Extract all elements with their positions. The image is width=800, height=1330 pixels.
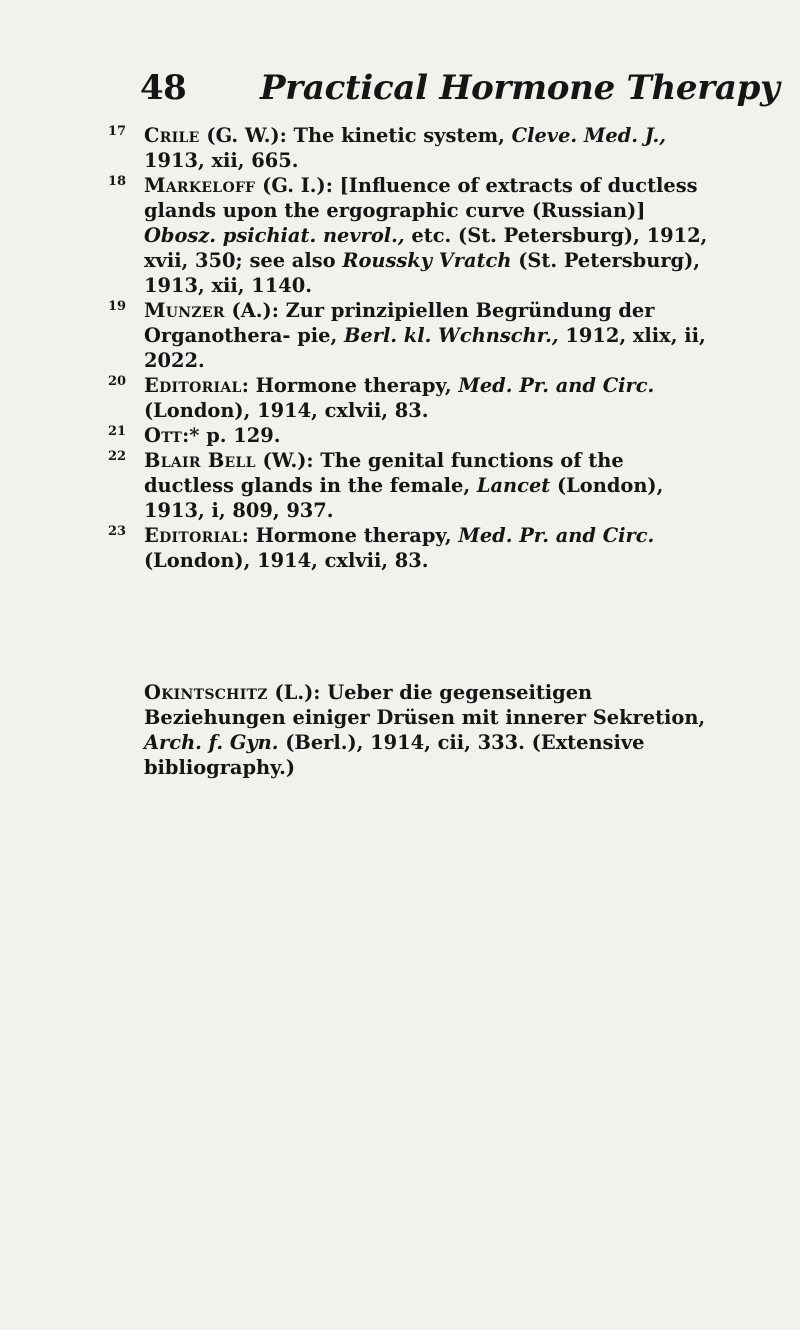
reference-item (108, 523, 708, 573)
page-number: 48 (140, 68, 187, 108)
reference-item (108, 298, 708, 373)
reference-item (108, 123, 708, 173)
reference-journal-secondary: Roussky Vratch (342, 249, 512, 272)
reference-author: Editorial (144, 524, 242, 547)
reference-author: Ott (144, 424, 183, 447)
reference-author: Markeloff (144, 174, 256, 197)
reference-item (108, 373, 708, 423)
reference-details: (London), 1914, cxlvii, 83. (144, 549, 429, 572)
reference-text: : Hormone therapy, (241, 524, 459, 547)
reference-details: etc. (St. Petersburg), 1912, xvii, 350; see also (144, 224, 708, 272)
reference-list (108, 123, 708, 573)
reference-author: Munzer (144, 299, 225, 322)
reference-journal: Lancet (476, 474, 551, 497)
reference-journal: Med. Pr. and Circ. (458, 524, 655, 547)
reference-number: 23 (108, 524, 127, 539)
reference-details-secondary: (St. Petersburg), 1913, xii, 1140. (144, 249, 701, 297)
page-header (140, 68, 780, 112)
reference-journal: Obosz. psichiat. nevrol., (144, 224, 405, 247)
reference-number: 18 (108, 174, 127, 189)
reference-journal: Cleve. Med. J., (511, 124, 666, 147)
reference-journal: Berl. kl. Wchnschr., (344, 324, 559, 347)
reference-number: 19 (108, 299, 127, 314)
additional-reference (144, 680, 724, 780)
reference-author: Crile (144, 124, 200, 147)
reference-text: (G. W.): The kinetic system, (199, 124, 512, 147)
reference-item (108, 448, 708, 523)
reference-journal: Arch. f. Gyn. (144, 731, 279, 754)
reference-item (108, 173, 708, 298)
reference-details: (London), 1914, cxlvii, 83. (144, 399, 429, 422)
reference-author: Editorial (144, 374, 242, 397)
reference-details: 1913, xii, 665. (144, 149, 299, 172)
reference-text: (L.): Ueber die gegenseitigen Beziehungen einiger Drüsen mit innerer Sekretion, (144, 681, 706, 729)
reference-author: Blair Bell (144, 449, 256, 472)
reference-text: :* p. 129. (182, 424, 281, 447)
reference-text: (G. I.): [Influence of extracts of ductless glands upon the ergographic curve (Russian)] (144, 174, 698, 222)
reference-number: 21 (108, 424, 127, 439)
reference-text: : Hormone therapy, (241, 374, 459, 397)
reference-item (108, 423, 708, 448)
reference-journal: Med. Pr. and Circ. (458, 374, 655, 397)
reference-details: 1912, xlix, ii, 2022. (144, 324, 706, 372)
reference-number: 22 (108, 449, 127, 464)
reference-details: (Berl.), 1914, cii, 333. (Extensive bibliography.) (144, 731, 645, 779)
reference-author: Okintschitz (144, 681, 268, 704)
reference-number: 17 (108, 124, 127, 139)
reference-text: (W.): The genital functions of the ductless glands in the female, (144, 449, 624, 497)
reference-number: 20 (108, 374, 127, 389)
reference-text: (A.): Zur prinzipiellen Begründung der Organothera- pie, (144, 299, 655, 347)
running-title: Practical Hormone Therapy (260, 68, 780, 108)
reference-details: (London), 1913, i, 809, 937. (144, 474, 664, 522)
